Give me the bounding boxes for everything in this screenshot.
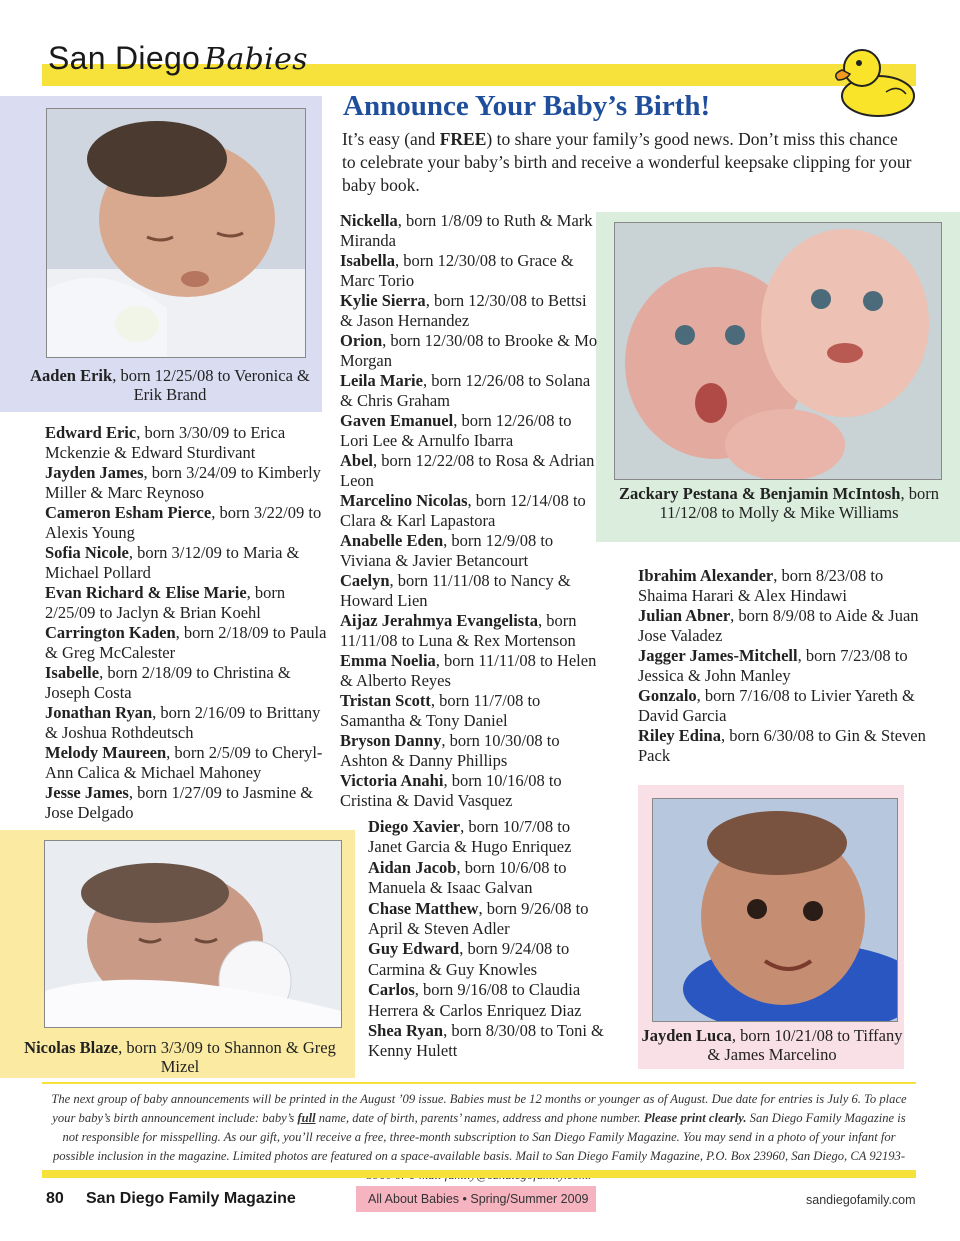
baby-name: Jesse James	[45, 783, 129, 802]
magazine-name: San Diego Family Magazine	[86, 1190, 296, 1207]
baby-photo-jayden	[652, 798, 898, 1022]
entries-middle	[340, 211, 598, 811]
page-title	[48, 40, 308, 77]
issue-label: All About Babies • Spring/Summer 2009	[368, 1192, 589, 1206]
birth-entry	[340, 291, 598, 331]
birth-details: , born 9/26/08 to April & Steven Adler	[368, 898, 589, 939]
birth-entry	[45, 543, 327, 583]
baby-name: Bryson Danny	[340, 731, 442, 750]
birth-details: , born 2/18/09 to Christina & Joseph Costa	[45, 663, 291, 702]
birth-details: , born 7/23/08 to Jessica & John Manley	[638, 646, 908, 685]
birth-details: , born 3/30/09 to Erica Mckenzie & Edward Sturdivant	[45, 423, 286, 462]
birth-details: , born 1/27/09 to Jasmine & Jose Delgado	[45, 783, 314, 822]
birth-entry	[340, 411, 598, 451]
baby-name: Emma Noelia	[340, 651, 436, 670]
birth-entry	[340, 251, 598, 291]
birth-details: , born 10/6/08 to Manuela & Isaac Galvan	[368, 857, 567, 898]
birth-entry	[340, 571, 598, 611]
birth-details: , born 11/11/08 to Luna & Rex Mortenson	[340, 611, 577, 650]
baby-name: Evan Richard & Elise Marie	[45, 583, 247, 602]
baby-name: Diego Xavier	[368, 817, 461, 836]
birth-entry	[340, 611, 598, 651]
baby-name: Ibrahim Alexander	[638, 566, 774, 585]
birth-details: , born 6/30/08 to Gin & Steven Pack	[638, 726, 926, 765]
birth-details: , born 3/22/09 to Alexis Young	[45, 503, 322, 542]
caption-name: Nicolas Blaze	[24, 1038, 119, 1057]
note-text: The next group of baby announcements will be printed in the August ’09 issue. Babies must be 12 months or younger as of August. Due date for entries is July 6. To place your baby’s birth announcement include: baby’s	[51, 1092, 907, 1125]
caption-details: , born 3/3/09 to Shannon & Greg Mizel	[118, 1038, 336, 1076]
baby-name: Carlos	[368, 980, 415, 1000]
birth-entry	[45, 663, 327, 703]
page-number: 80	[46, 1190, 64, 1207]
baby-name: Kylie Sierra	[340, 291, 426, 310]
baby-name: Riley Edina	[638, 726, 721, 745]
birth-entry	[638, 726, 928, 766]
caption-details: , born 11/12/08 to Molly & Mike Williams	[659, 484, 939, 522]
entries-left	[45, 423, 327, 823]
birth-entry	[45, 423, 327, 463]
birth-entry	[340, 331, 598, 371]
announce-body	[342, 128, 912, 197]
caption-nicolas	[10, 1038, 350, 1076]
birth-entry	[340, 651, 598, 691]
birth-entry	[638, 686, 928, 726]
birth-entry	[340, 531, 598, 571]
baby-name: Jagger James-Mitchell	[638, 646, 798, 665]
baby-name: Aidan Jacob	[368, 857, 457, 877]
baby-name: Marcelino Nicolas	[340, 491, 468, 510]
announce-free: FREE	[439, 129, 487, 149]
birth-entry	[45, 463, 327, 503]
title-main: San Diego	[48, 40, 201, 76]
birth-details: , born 12/30/08 to Bettsi & Jason Hernandez	[340, 291, 587, 330]
entries-middle-lower	[368, 817, 604, 1062]
birth-entry	[340, 731, 598, 771]
baby-name: Isabella	[340, 251, 396, 270]
birth-entry	[45, 623, 327, 663]
birth-details: , born 2/18/09 to Paula & Greg McCalester	[45, 623, 327, 662]
birth-details: , born 3/24/09 to Kimberly Miller & Marc Reynoso	[45, 463, 321, 502]
note-divider	[42, 1082, 916, 1084]
birth-entry	[45, 583, 327, 623]
birth-entry	[45, 743, 327, 783]
note-text: San Diego Family Magazine is not responsible for misspelling. As our gift, you’ll receive a free, three-month subscription to San Diego Family Magazine. You may send in a photo of your infant for possible inclusion in the magazine. Limited photos are featured on a space-available basis. Mail to San Diego Family Magazine, P.O. Box 23960, San Diego, CA 92193-	[52, 1111, 906, 1163]
baby-name: Shea Ryan	[368, 1021, 444, 1041]
caption-aaden	[20, 366, 320, 404]
birth-entry	[340, 691, 598, 731]
birth-details: , born 12/9/08 to Viviana & Javier Betancourt	[340, 531, 554, 570]
birth-entry	[340, 211, 598, 251]
rubber-duck-icon	[828, 40, 920, 120]
baby-name: Guy Edward	[368, 939, 460, 959]
birth-entry	[368, 980, 604, 1021]
birth-details: , born 12/14/08 to Clara & Karl Lapastora	[340, 491, 586, 530]
birth-details: , born 12/30/08 to Grace & Marc Torio	[340, 251, 574, 290]
announce-headline: Announce Your Baby’s Birth!	[343, 90, 711, 122]
baby-name: Jonathan Ryan	[45, 703, 153, 722]
baby-name: Julian Abner	[638, 606, 731, 625]
birth-details: , born 9/24/08 to Carmina & Guy Knowles	[368, 939, 570, 979]
birth-entry	[340, 491, 598, 531]
birth-details: , born 9/16/08 to Claudia Herrera & Carlos Enriquez Diaz	[368, 980, 582, 1020]
caption-twins	[602, 484, 956, 522]
birth-entry	[638, 606, 928, 646]
baby-name: Nickella	[340, 211, 398, 230]
baby-name: Cameron Esham Pierce	[45, 503, 212, 522]
footer-rule	[42, 1170, 916, 1178]
birth-details: , born 12/22/08 to Rosa & Adrian Leon	[340, 451, 595, 490]
baby-photo-nicolas	[44, 840, 342, 1028]
birth-entry	[368, 817, 604, 858]
birth-entry	[45, 783, 327, 823]
birth-details: , born 2/25/09 to Jaclyn & Brian Koehl	[45, 583, 286, 622]
birth-entry	[45, 703, 327, 743]
baby-name: Abel	[340, 451, 373, 470]
baby-photo-twins	[614, 222, 942, 480]
birth-details: , born 12/26/08 to Solana & Chris Graham	[340, 371, 591, 410]
website-link[interactable]: sandiegofamily.com	[806, 1193, 916, 1207]
title-script: Babies	[204, 42, 308, 77]
caption-details: , born 10/21/08 to Tiffany & James Marcelino	[707, 1026, 903, 1064]
baby-name: Caelyn	[340, 571, 390, 590]
baby-name: Chase Matthew	[368, 898, 479, 918]
baby-photo-aaden	[46, 108, 306, 358]
birth-entry	[368, 858, 604, 899]
baby-name: Aijaz Jerahmya Evangelista	[340, 611, 538, 630]
baby-name: Gaven Emanuel	[340, 411, 454, 430]
birth-details: , born 12/30/08 to Brooke & Mo Morgan	[340, 331, 598, 370]
caption-name: Jayden Luca	[641, 1026, 732, 1045]
baby-name: Gonzalo	[638, 686, 697, 705]
birth-details: , born 8/30/08 to Toni & Kenny Hulett	[368, 1021, 604, 1061]
baby-name: Carrington Kaden	[45, 623, 176, 642]
birth-details: , born 11/11/08 to Helen & Alberto Reyes	[340, 651, 597, 690]
birth-details: , born 3/12/09 to Maria & Michael Pollard	[45, 543, 300, 582]
note-bold: Please print clearly.	[643, 1111, 747, 1125]
caption-name: Zackary Pestana & Benjamin McIntosh	[619, 484, 901, 503]
birth-entry	[340, 771, 598, 811]
birth-details: , born 8/23/08 to Shaima Harari & Alex Hindawi	[638, 566, 884, 605]
birth-details: , born 10/7/08 to Janet Garcia & Hugo Enriquez	[368, 817, 572, 857]
note-text: name, date of birth, parents’ names, address and phone number.	[315, 1111, 644, 1125]
announce-text: ) to share your family’s good news. Don’t miss this chance to celebrate your baby’s birth and receive a wonderful keepsake clipping for your baby book.	[342, 129, 912, 195]
birth-details: , born 1/8/09 to Ruth & Mark Miranda	[340, 211, 593, 250]
announce-text: It’s easy (and	[342, 129, 440, 149]
baby-name: Isabelle	[45, 663, 100, 682]
caption-details: , born 12/25/08 to Veronica & Erik Brand	[112, 366, 310, 404]
birth-entry	[368, 1021, 604, 1062]
birth-entry	[45, 503, 327, 543]
birth-entry	[368, 899, 604, 940]
baby-name: Orion	[340, 331, 383, 350]
note-emphasis: full	[297, 1111, 316, 1125]
birth-entry	[638, 646, 928, 686]
birth-entry	[340, 451, 598, 491]
birth-details: , born 7/16/08 to Livier Yareth & David Garcia	[638, 686, 915, 725]
baby-name: Edward Eric	[45, 423, 137, 442]
entries-right	[638, 566, 928, 766]
baby-name: Anabelle Eden	[340, 531, 444, 550]
baby-name: Jayden James	[45, 463, 144, 482]
birth-details: , born 12/26/08 to Lori Lee & Arnulfo Ibarra	[340, 411, 572, 450]
birth-entry	[368, 939, 604, 980]
birth-details: , born 8/9/08 to Aide & Juan Jose Valadez	[638, 606, 919, 645]
baby-name: Sofia Nicole	[45, 543, 129, 562]
baby-name: Melody Maureen	[45, 743, 167, 762]
birth-details: , born 11/7/08 to Samantha & Tony Daniel	[340, 691, 541, 730]
caption-name: Aaden Erik	[30, 366, 113, 385]
birth-details: , born 10/16/08 to Cristina & David Vasquez	[340, 771, 562, 810]
birth-details: , born 10/30/08 to Ashton & Danny Phillips	[340, 731, 560, 770]
birth-details: , born 2/16/09 to Brittany & Joshua Rothdeutsch	[45, 703, 321, 742]
baby-name: Victoria Anahi	[340, 771, 444, 790]
caption-jayden	[640, 1026, 904, 1064]
baby-name: Tristan Scott	[340, 691, 431, 710]
birth-details: , born 11/11/08 to Nancy & Howard Lien	[340, 571, 571, 610]
birth-entry	[638, 566, 928, 606]
birth-details: , born 2/5/09 to Cheryl-Ann Calica & Michael Mahoney	[45, 743, 323, 782]
baby-name: Leila Marie	[340, 371, 423, 390]
birth-entry	[340, 371, 598, 411]
